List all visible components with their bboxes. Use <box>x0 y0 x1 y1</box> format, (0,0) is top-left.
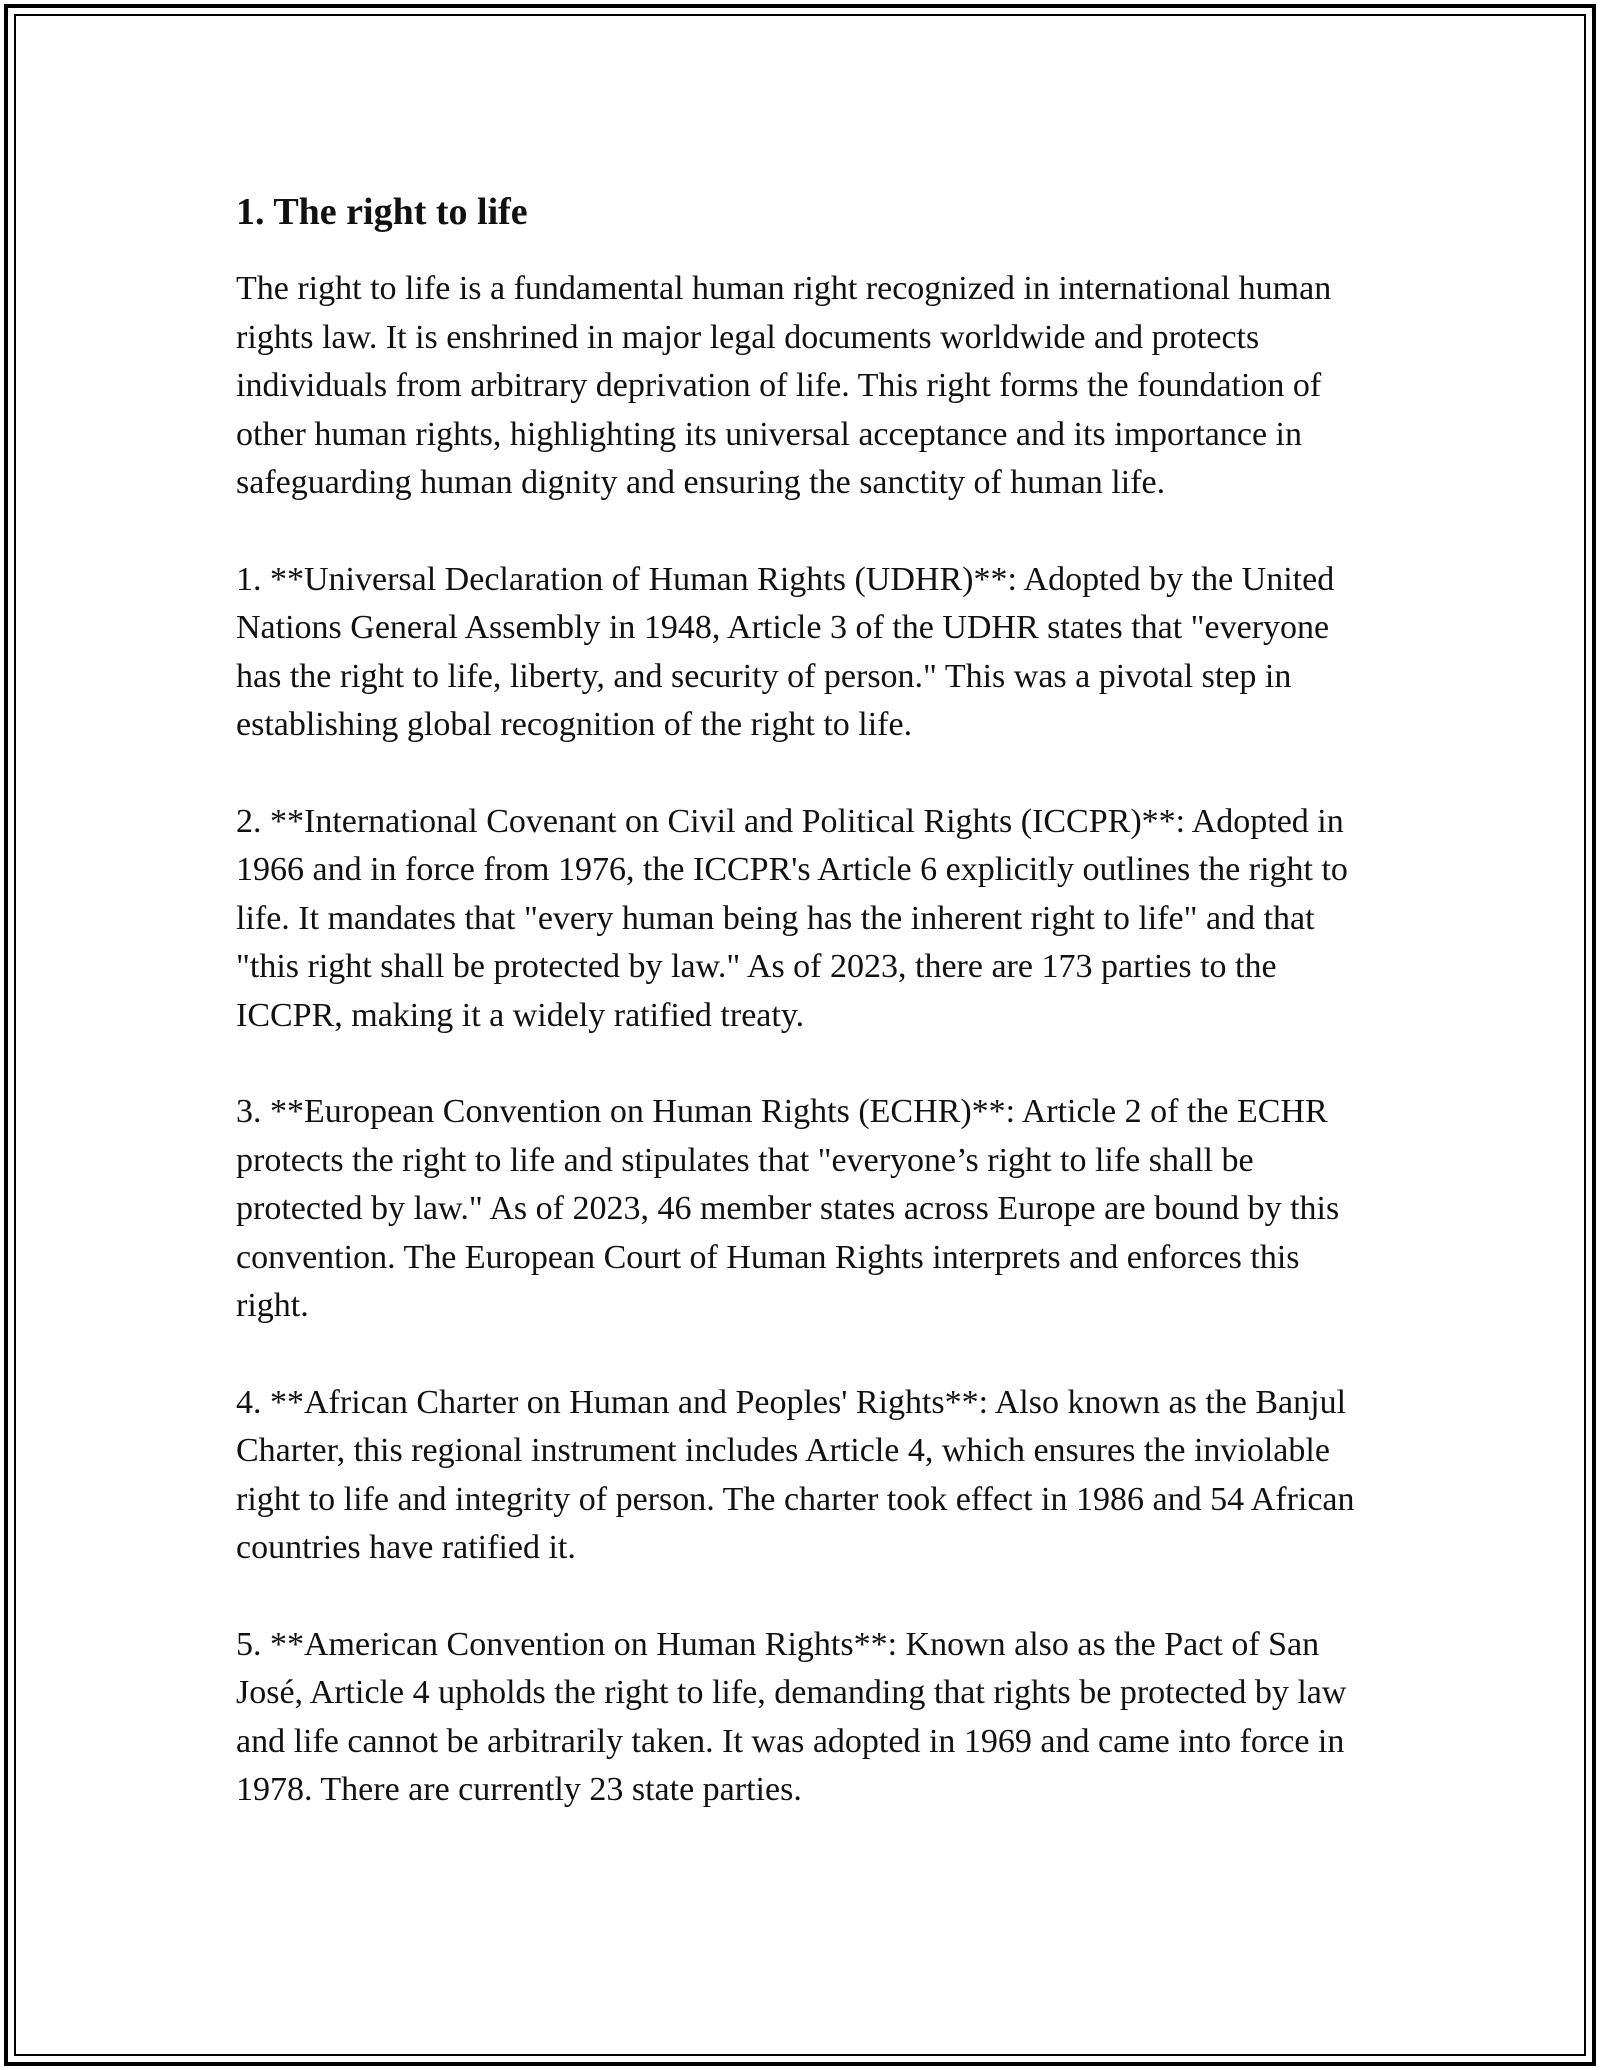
list-item-american-convention: 5. **American Convention on Human Rights**: Known also as the Pact of San José, Article 4 upholds the right to life, demanding that rights be protected by law and life cannot be arbitrarily taken. It was adopted in 1969 and came into force in 1978. There are currently 23 state parties. <box>236 1625 1347 1808</box>
list-item-udhr: 1. **Universal Declaration of Human Rights (UDHR)**: Adopted by the United Nations General Assembly in 1948, Article 3 of the UDHR states that "everyone has the right to life, liberty, and security of person." This was a pivotal step in establishing global recognition of the right to life. <box>236 560 1335 743</box>
section-heading: 1. The right to life <box>236 191 528 233</box>
list-item-iccpr: 2. **International Covenant on Civil and Political Rights (ICCPR)**: Adopted in 1966 and in force from 1976, the ICCPR's Article 6 explicitly outlines the right to life. It mandates that "every human being has the inherent right to life" and that "this right shall be protected by law." As of 2023, there are 173 parties to the ICCPR, making it a widely ratified treaty. <box>236 802 1348 1034</box>
intro-paragraph: The right to life is a fundamental human right recognized in international human rights law. It is enshrined in major legal documents worldwide and protects individuals from arbitrary deprivation of life. This right forms the foundation of other human rights, highlighting its universal acceptance and its importance in safeguarding human dignity and ensuring the sanctity of human life. <box>236 270 1332 501</box>
list-item-echr: 3. **European Convention on Human Rights (ECHR)**: Article 2 of the ECHR protects the right to life and stipulates that "everyone’s right to life shall be protected by law." As of 2023, 46 member states across Europe are bound by this convention. The European Court of Human Rights interprets and enforces this right. <box>236 1093 1340 1324</box>
document-body <box>236 185 1376 1863</box>
list-item-african-charter: 4. **African Charter on Human and Peoples' Rights**: Also known as the Banjul Charter, this regional instrument includes Article 4, which ensures the inviolable right to life and integrity of person. The charter took effect in 1986 and 54 African countries have ratified it. <box>236 1383 1355 1566</box>
